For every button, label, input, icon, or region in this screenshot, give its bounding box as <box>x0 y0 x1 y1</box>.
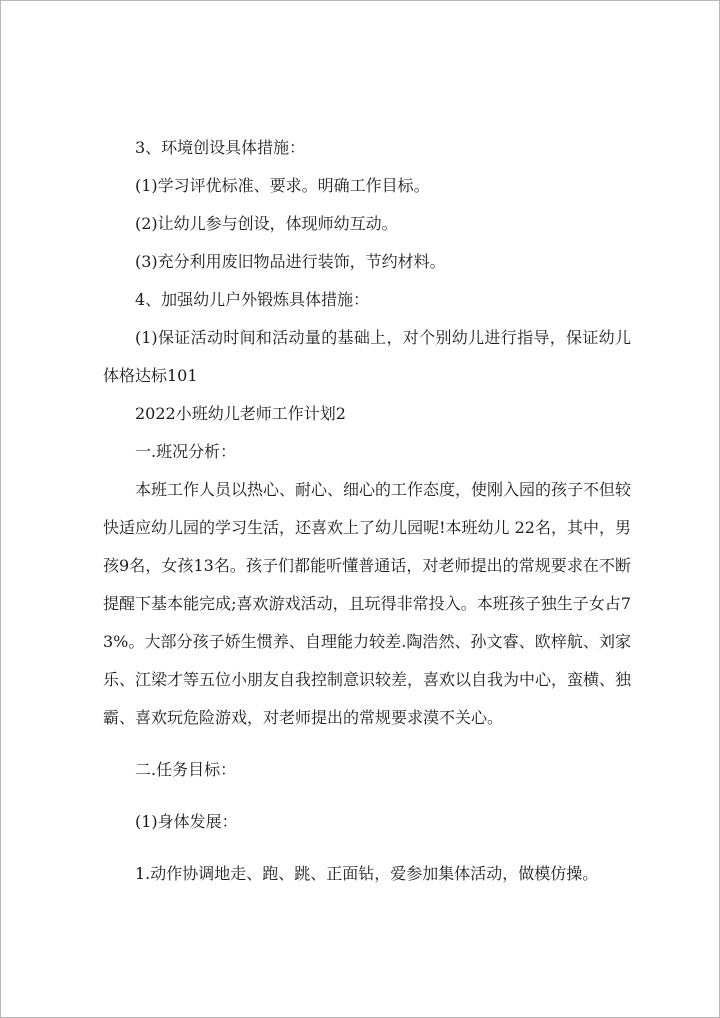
heading-physical-development: (1)身体发展： <box>135 812 238 831</box>
document-body <box>103 129 631 893</box>
list-item: (3)充分利用废旧物品进行装饰，节约材料。 <box>135 252 446 271</box>
list-item: (2)让幼儿参与创设，体现师幼互动。 <box>135 214 398 233</box>
list-item: (1)保证活动时间和活动量的基础上，对个别幼儿进行指导，保证幼儿体格达标101 <box>103 328 631 385</box>
list-item: (1)学习评优标准、要求。明确工作目标。 <box>135 176 430 195</box>
class-analysis-paragraph: 本班工作人员以热心、耐心、细心的工作态度，使刚入园的孩子不但较快适应幼儿园的学习生活，还喜欢上了幼儿园呢!本班幼儿 22名，其中，男孩9名，女孩13名。孩子们都能听懂普通话，对老师提出的常规要求在不断提醒下基本能完成;喜欢游戏活动，且玩得非常投入。本班孩子独生子女占73%。大部分孩子娇生惯养、自理能力较差.陶浩然、孙文睿、欧梓航、刘家乐、江梁才等五位小朋友自我控制意识较差，喜欢以自我为中心，蛮横、独霸、喜欢玩危险游戏，对老师提出的常规要求漠不关心。 <box>103 480 632 727</box>
section-title: 2022小班幼儿老师工作计划2 <box>135 404 346 423</box>
heading-outdoor-exercise: 4、加强幼儿户外锻炼具体措施： <box>135 290 370 309</box>
heading-class-analysis: 一.班况分析： <box>135 442 237 461</box>
heading-environment-measures: 3、环境创设具体措施： <box>135 138 306 157</box>
list-item: 1.动作协调地走、跑、跳、正面钻，爱参加集体活动，做模仿操。 <box>135 864 599 883</box>
heading-task-goals: 二.任务目标： <box>135 760 237 779</box>
